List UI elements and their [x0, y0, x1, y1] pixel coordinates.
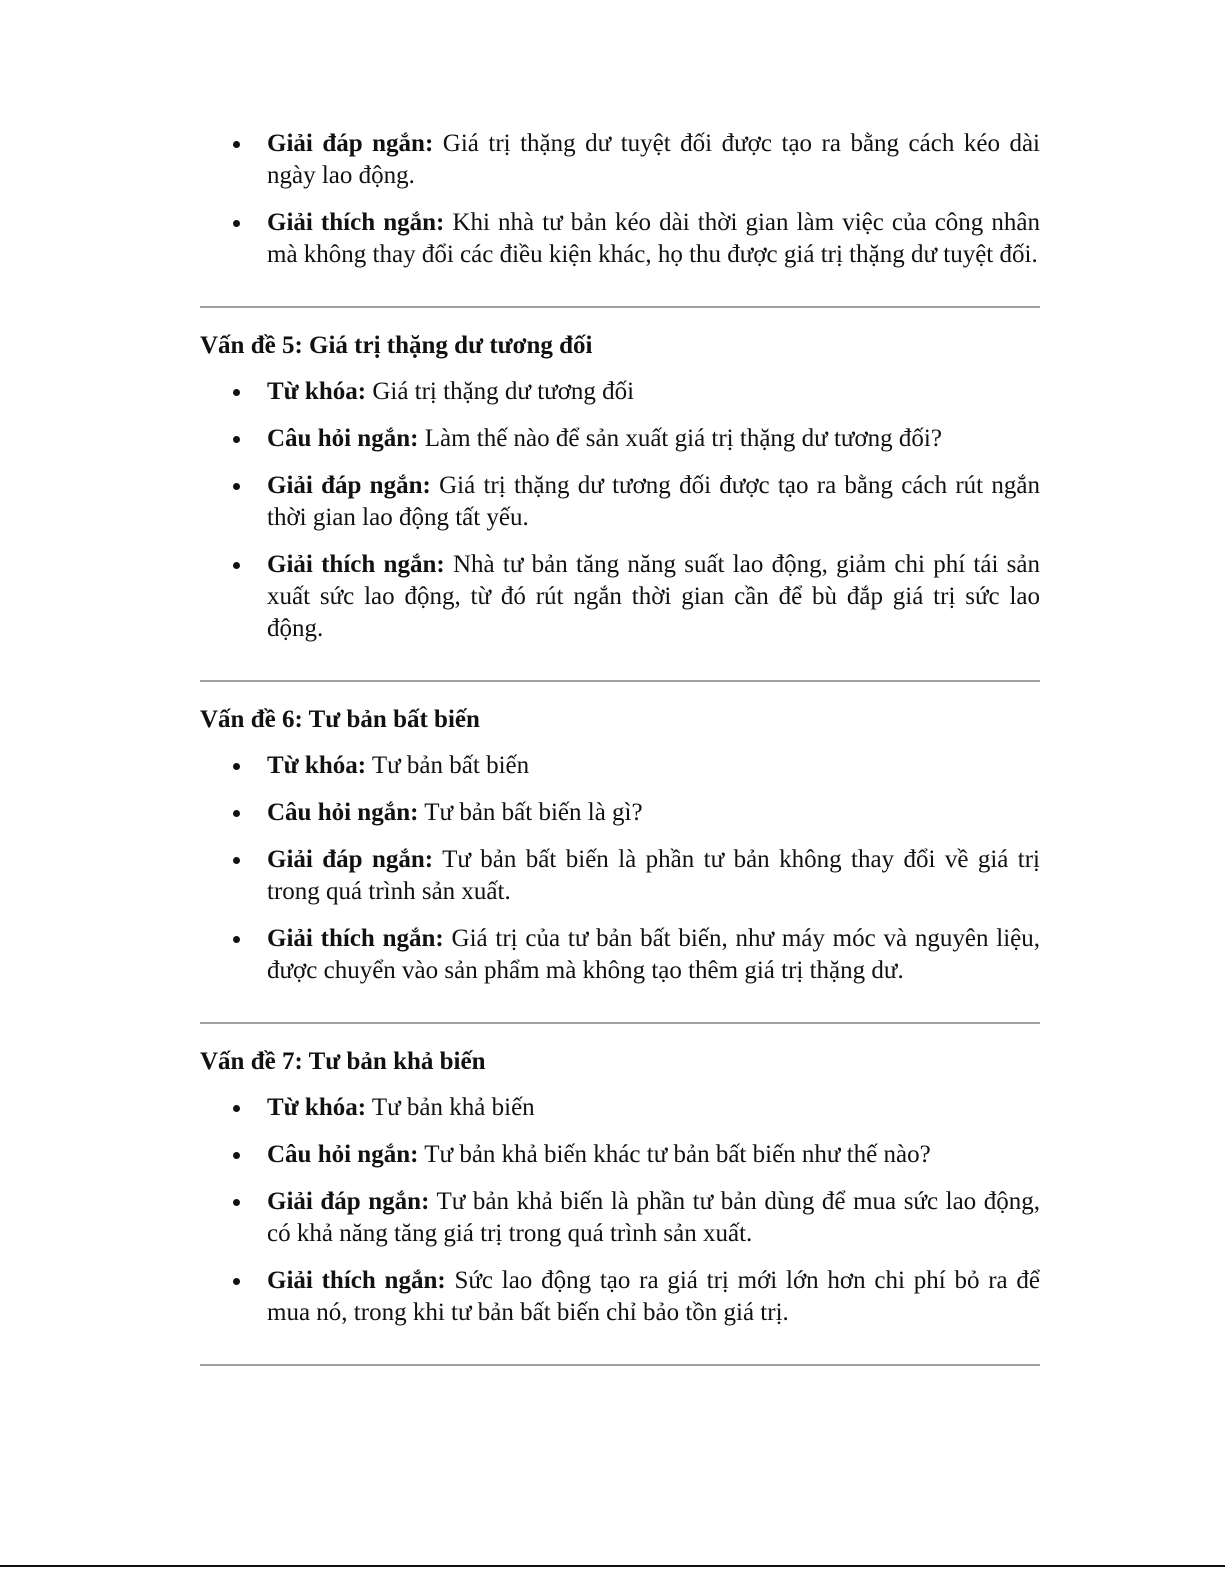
section-title: Vấn đề 6: Tư bản bất biến: [200, 706, 480, 733]
item-text: Tư bản khả biến khác tư bản bất biến như thế nào?: [418, 1141, 931, 1168]
item-label: Giải thích ngắn:: [267, 1267, 446, 1294]
item-text: Nhà tư bản tăng năng suất lao động, giảm chi phí tái sản xuất sức lao động, từ đó rút ngắn thời gian cần để bù đắp giá trị sức lao động.: [267, 551, 1040, 642]
bullet-icon: [233, 1152, 240, 1159]
document-page: [200, 128, 1040, 1366]
bullet-icon: [233, 436, 240, 443]
list-item: [200, 470, 1040, 534]
bullet-list: [200, 750, 1040, 987]
bullet-icon: [233, 389, 240, 396]
item-text: Tư bản bất biến là phần tư bản không thay đổi về giá trị trong quá trình sản xuất.: [267, 846, 1041, 905]
list-item: [200, 128, 1040, 192]
item-label: Từ khóa:: [267, 1094, 367, 1121]
item-label: Giải thích ngắn:: [267, 209, 445, 236]
section-6: [200, 704, 1040, 987]
item-label: Giải đáp ngắn:: [267, 472, 431, 499]
section-5: [200, 330, 1040, 645]
list-item: [200, 1265, 1040, 1329]
bullet-list: [200, 1092, 1040, 1329]
bullet-icon: [233, 810, 240, 817]
item-label: Câu hỏi ngắn:: [267, 799, 419, 826]
item-label: Giải đáp ngắn:: [267, 1188, 430, 1215]
bullet-icon: [233, 220, 240, 227]
item-text: Làm thế nào để sản xuất giá trị thặng dư tương đối?: [418, 425, 942, 452]
list-item: [200, 844, 1040, 908]
list-item: [200, 207, 1040, 271]
item-text: Tư bản khả biến: [366, 1094, 535, 1121]
list-item: [200, 1139, 1040, 1171]
bullet-icon: [233, 562, 240, 569]
list-item: [200, 376, 1040, 408]
item-text: Giá trị thặng dư tuyệt đối được tạo ra bằng cách kéo dài ngày lao động.: [267, 130, 1040, 189]
bullet-icon: [233, 1278, 240, 1285]
bullet-list: [200, 376, 1040, 645]
section-divider: [200, 1364, 1040, 1366]
list-item: [200, 1186, 1040, 1250]
bullet-icon: [233, 763, 240, 770]
item-text: Tư bản bất biến: [366, 752, 530, 779]
list-item: [200, 549, 1040, 645]
bullet-icon: [233, 141, 240, 148]
item-label: Câu hỏi ngắn:: [267, 425, 419, 452]
list-item: [200, 797, 1040, 829]
list-item: [200, 923, 1040, 987]
page-bottom-edge: [0, 1565, 1225, 1567]
top-bullet-list: [200, 128, 1040, 271]
section-title: Vấn đề 7: Tư bản khả biến: [200, 1048, 486, 1075]
list-item: [200, 750, 1040, 782]
item-label: Giải thích ngắn:: [267, 551, 445, 578]
item-text: Tư bản bất biến là gì?: [418, 799, 643, 826]
item-text: Khi nhà tư bản kéo dài thời gian làm việc của công nhân mà không thay đổi các điều kiện khác, họ thu được giá trị thặng dư tuyệt đối.: [267, 209, 1040, 268]
bullet-icon: [233, 857, 240, 864]
item-text: Tư bản khả biến là phần tư bản dùng để mua sức lao động, có khả năng tăng giá trị trong quá trình sản xuất.: [267, 1188, 1041, 1247]
list-item: [200, 1092, 1040, 1124]
bullet-icon: [233, 936, 240, 943]
item-text: Sức lao động tạo ra giá trị mới lớn hơn chi phí bỏ ra để mua nó, trong khi tư bản bất biến chỉ bảo tồn giá trị.: [267, 1267, 1040, 1326]
list-item: [200, 423, 1040, 455]
section-title: Vấn đề 5: Giá trị thặng dư tương đối: [200, 332, 593, 359]
section-7: [200, 1046, 1040, 1329]
item-label: Giải đáp ngắn:: [267, 130, 434, 157]
item-label: Câu hỏi ngắn:: [267, 1141, 419, 1168]
bullet-icon: [233, 1105, 240, 1112]
item-label: Giải thích ngắn:: [267, 925, 444, 952]
item-text: Giá trị của tư bản bất biến, như máy móc và nguyên liệu, được chuyển vào sản phẩm mà không tạo thêm giá trị thặng dư.: [267, 925, 1040, 984]
item-label: Từ khóa:: [267, 752, 367, 779]
item-text: Giá trị thặng dư tương đối: [366, 378, 635, 405]
item-label: Giải đáp ngắn:: [267, 846, 434, 873]
bullet-icon: [233, 483, 240, 490]
item-label: Từ khóa:: [267, 378, 367, 405]
item-text: Giá trị thặng dư tương đối được tạo ra bằng cách rút ngắn thời gian lao động tất yếu.: [267, 472, 1040, 531]
bullet-icon: [233, 1199, 240, 1206]
